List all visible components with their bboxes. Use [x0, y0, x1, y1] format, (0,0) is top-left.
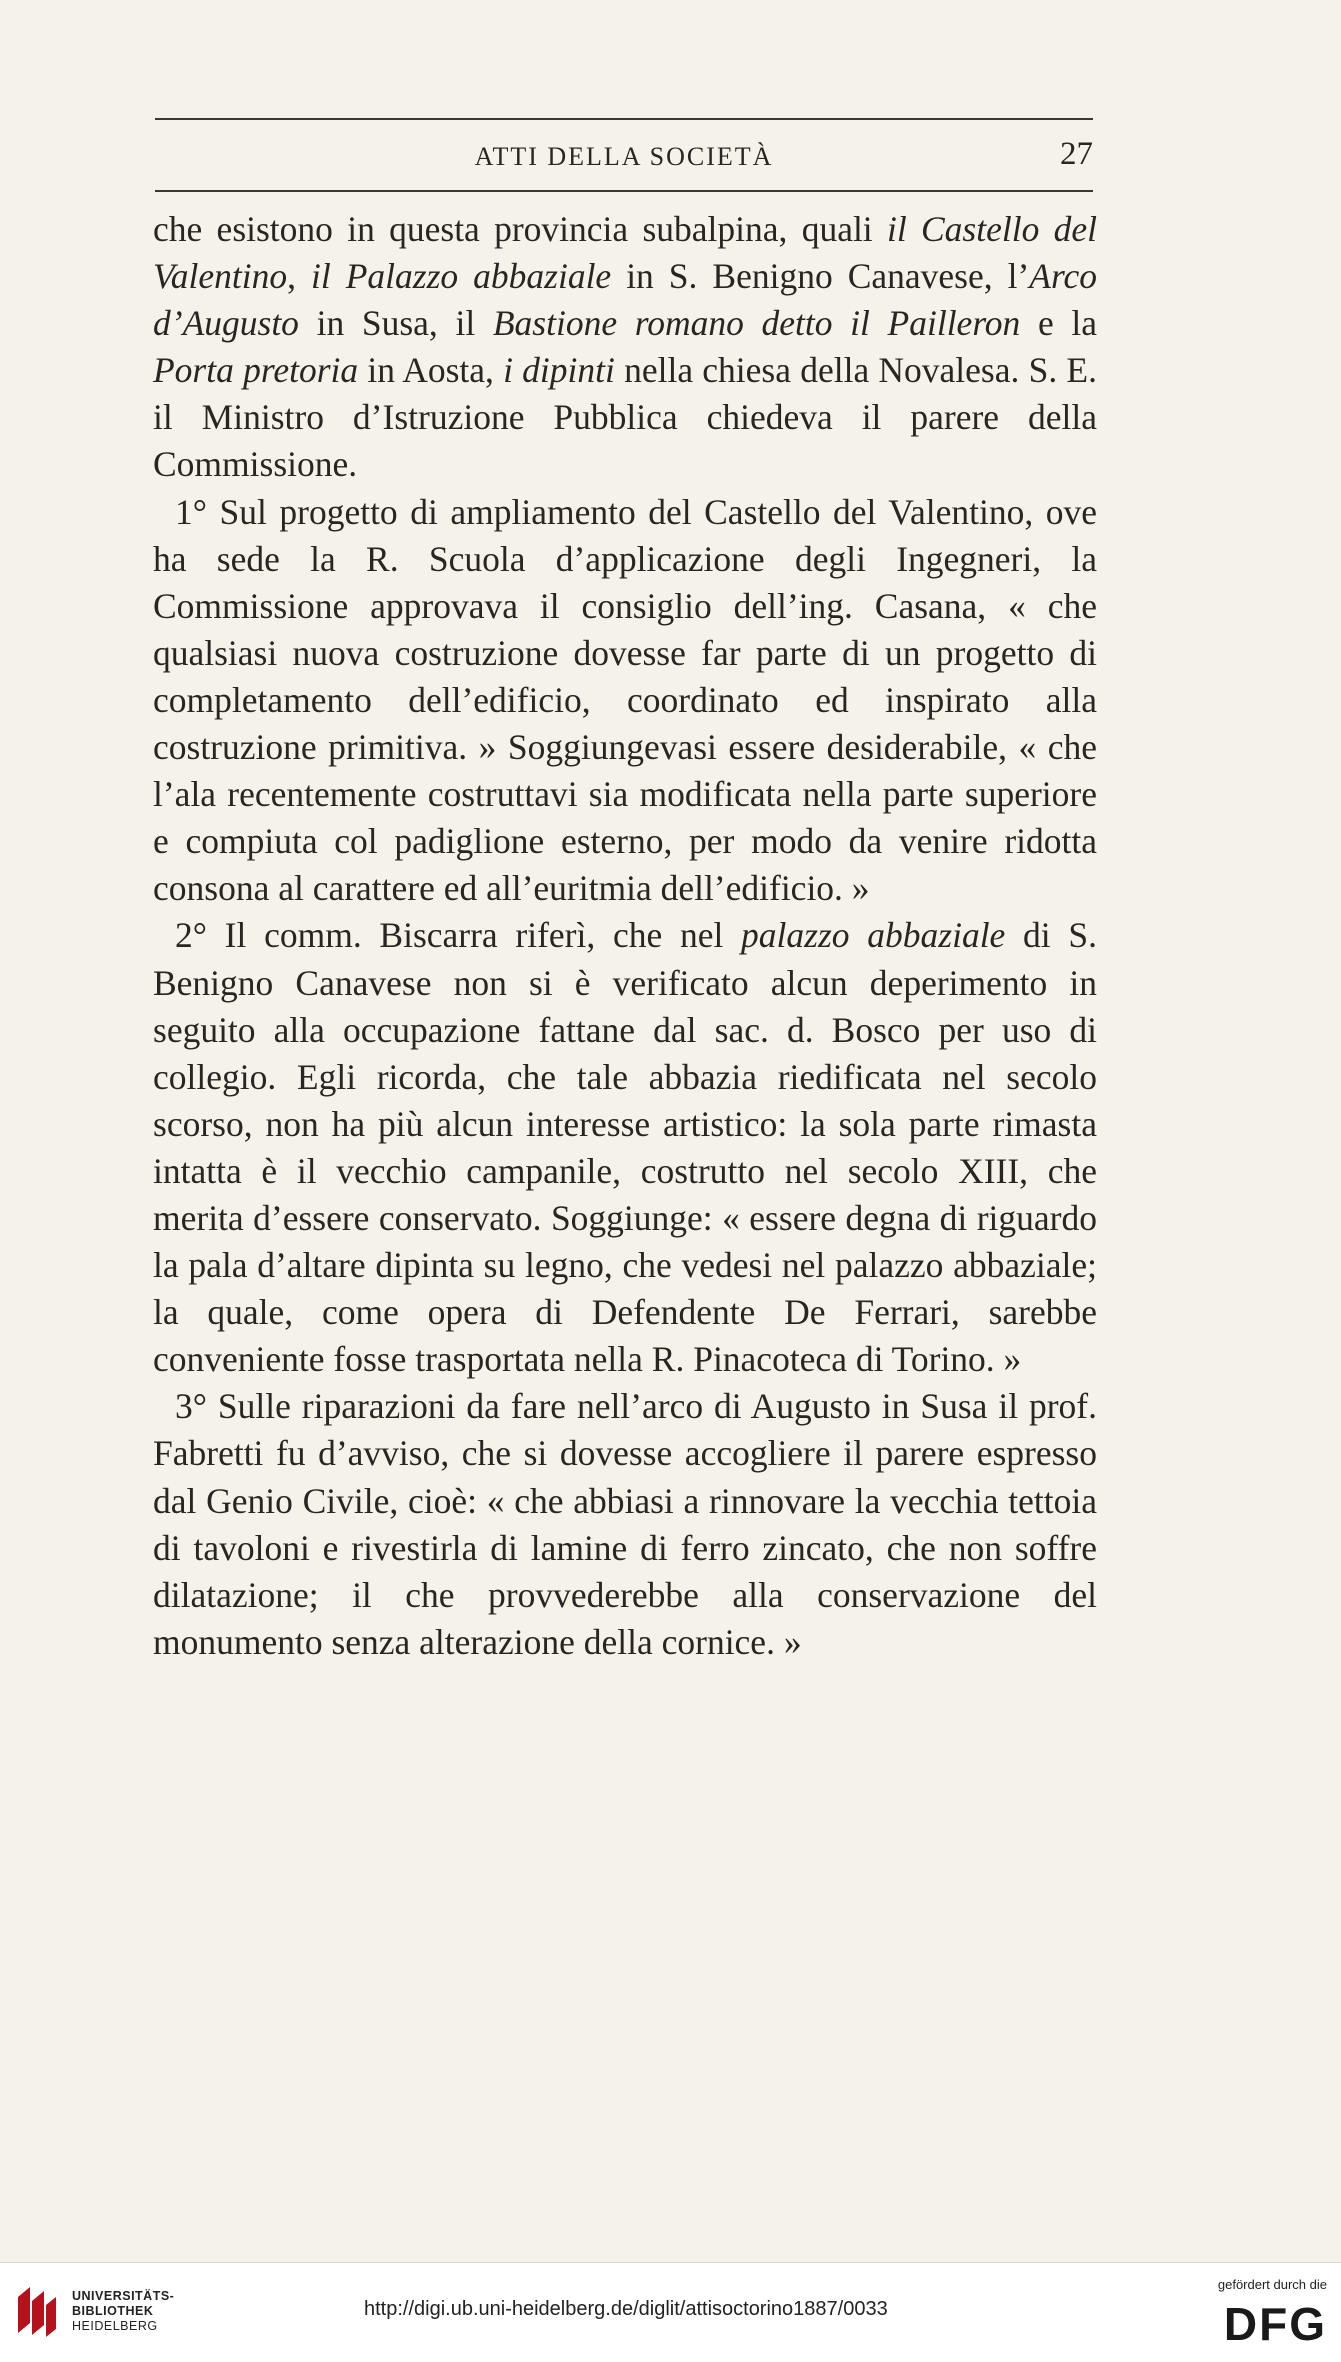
text-run: di S. Benigno Canavese non si è verificato alcun deperimento in seguito alla occupazione fattane dal sac. d. Bosco per uso di collegio. Egli ricorda, che tale abbazia riedificata nel secolo scorso, non ha più alcun interesse artistico: la sola parte rimasta intatta è il vecchio campanile, costrutto nel secolo XIII, che merita d’essere conservato. Soggiunge: « essere degna di riguardo la pala d’altare dipinta su legno, che vedesi nel palazzo abbaziale; la quale, come opera di Defendente De Ferrari, sarebbe conveniente fosse trasportata nella R. Pinacoteca di Torino. » [153, 915, 1098, 1380]
italic-run: Porta pretoria [153, 350, 359, 391]
text-run: che esistono in questa provincia subalpina, quali [153, 209, 887, 249]
running-head [155, 136, 1093, 180]
italic-run: i dipinti [503, 350, 615, 391]
library-name [72, 2289, 174, 2334]
running-title: ATTI DELLA SOCIETÀ [474, 142, 774, 171]
funded-by-label: gefördert durch die [1217, 2277, 1327, 2292]
header-rule-bottom [155, 190, 1093, 192]
text-run: in S. Benigno Canavese, l’ [611, 256, 1030, 297]
italic-run: palazzo abbaziale [741, 915, 1006, 956]
italic-run: Bastione romano detto il Pailleron [492, 303, 1021, 344]
text-run: e la [1020, 303, 1097, 344]
library-name-line: BIBLIOTHEK [72, 2304, 154, 2318]
body-text [153, 206, 1097, 1666]
paragraph-2: 1° Sul progetto di ampliamento del Castello del Valentino, ove ha sede la R. Scuola d’applicazione degli Ingegneri, la Commissione approvava il consiglio dell’ing. Casana, « che qualsiasi nuova costruzione dovesse far parte di un progetto di completamento dell’edificio, coordinato ed inspirato alla costruzione primitiva. » Soggiungevasi essere desiderabile, « che l’ala recentemente costruttavi sia modificata nella parte superiore e compiuta col padiglione esterno, per modo da venire ridotta consona al carattere ed all’euritmia dell’edificio. » [153, 491, 1097, 909]
italic-run: il Palazzo abbaziale [310, 256, 612, 297]
italic-run: il Castello del Valentino [153, 209, 1098, 297]
permalink-url[interactable]: http://digi.ub.uni-heidelberg.de/diglit/attisoctorino1887/0033 [364, 2298, 888, 2320]
library-name-line: UNIVERSITÄTS- [72, 2289, 175, 2303]
viewer-footer [0, 2262, 1341, 2362]
paragraph-3 [153, 912, 1097, 1383]
page-number: 27 [1060, 136, 1093, 172]
library-name-line: HEIDELBERG [72, 2319, 158, 2333]
italic-run: Arco d’Augusto [153, 256, 1097, 344]
text-run: in Aosta, [358, 350, 504, 391]
paragraph-4: 3° Sulle riparazioni da fare nell’arco di Augusto in Susa il prof. Fabretti fu d’avviso, che si dovesse accogliere il parere espresso dal Genio Civile, cioè: « che abbiasi a rinnovare la vecchia tettoia di tavoloni e rivestirla di lamine di ferro zincato, che non soffre dilatazione; il che provvederebbe alla conservazione del monumento senza alterazione della cornice. » [153, 1386, 1097, 1662]
text-run: 2° Il comm. Biscarra riferì, che nel [175, 915, 742, 956]
paragraph-1 [153, 206, 1097, 489]
text-run: in Susa, il [298, 303, 493, 344]
header-rule-top [155, 118, 1093, 120]
text-run: nella chiesa della Novalesa. S. E. il Ministro d’Istruzione Pubblica chiedeva il parere della Commissione. [153, 350, 1097, 485]
heidelberg-library-logo-icon [14, 2283, 60, 2339]
text-run: , [287, 256, 311, 297]
dfg-logo: DFG [1223, 2298, 1327, 2350]
